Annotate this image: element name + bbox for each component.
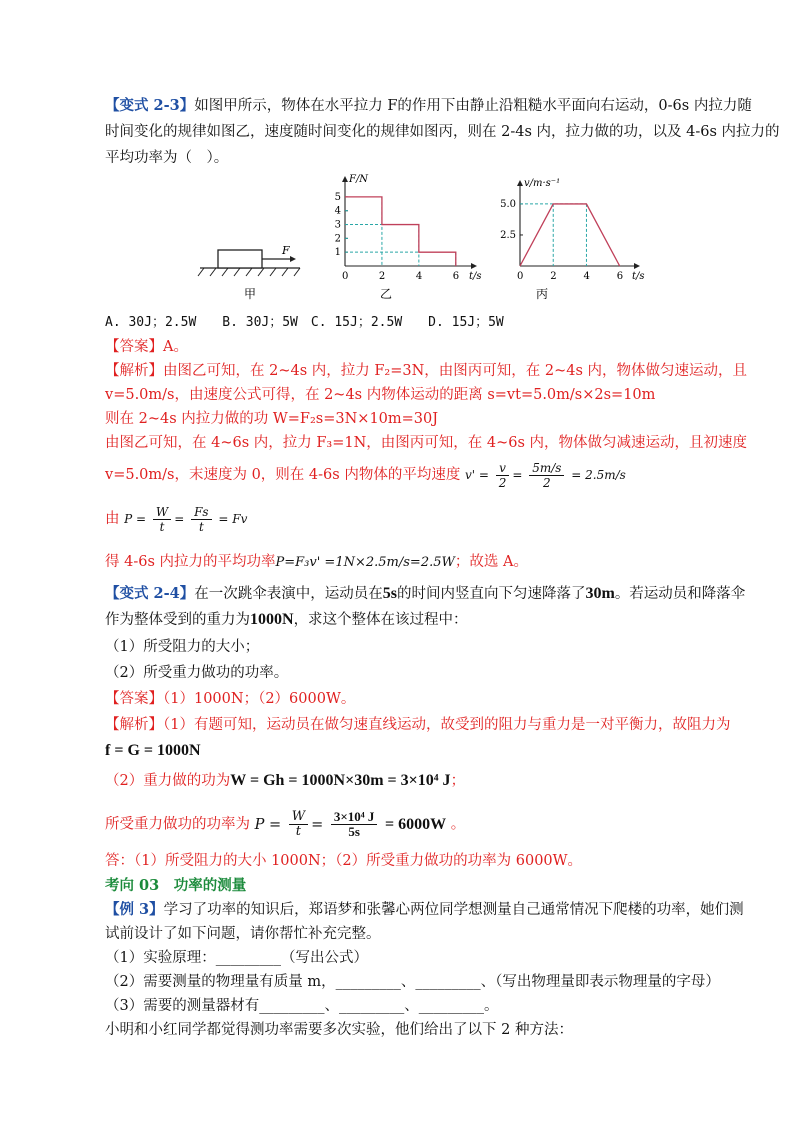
fraction-w-over-t-2 bbox=[289, 810, 308, 839]
analysis-line4: 由图乙可知，在 4~6s 内，拉力 F₃=1N，由图丙可知，在 4~6s 内，物体做匀减速运动，且初速度 bbox=[105, 435, 748, 451]
gp-result: = 6000W bbox=[385, 815, 447, 833]
frac-num: 5m/s bbox=[529, 461, 564, 476]
section-heading: 考向 03 功率的测量 bbox=[105, 877, 247, 894]
variant-2-4-tag: 【变式 2-4】 bbox=[105, 585, 195, 602]
v24-power-label: 所受重力做功的功率为 bbox=[105, 816, 250, 833]
block bbox=[218, 250, 262, 268]
fraction-fs-over-t bbox=[191, 505, 211, 534]
frac-num: 3×10⁴ J bbox=[331, 810, 378, 825]
analysis-line5 bbox=[105, 461, 626, 490]
analysis-line3: 则在 2~4s 内拉力做的功 W=F₂s=3N×10m=30J bbox=[105, 411, 439, 427]
example-3-text1: 学习了功率的知识后，郑语梦和张馨心两位同学想测量自己通常情况下爬楼的功率，她们测 bbox=[163, 902, 744, 918]
v24-analysis-line4 bbox=[105, 810, 465, 839]
v24-text2-c: ，求这个整体在该过程中： bbox=[293, 612, 468, 628]
avg-velocity-eq: v' = $\frac{v}{2}$ = $\frac{5m/s}{2}$ = 2.5m/s bbox=[464, 461, 626, 490]
frac-num: v bbox=[496, 461, 510, 476]
analysis-text1: 由图乙可知，在 2~4s 内，拉力 F₂=3N，由图丙可知，在 2~4s 内，物体做匀速运动，且 bbox=[163, 363, 748, 379]
variant-2-4-line1 bbox=[105, 584, 745, 604]
y-axis-arrow bbox=[342, 176, 348, 182]
fraction-v-over-2 bbox=[496, 461, 510, 490]
figure-jia bbox=[198, 244, 300, 301]
example-3-tag: 【例 3】 bbox=[105, 901, 164, 918]
variant-2-3-line3: 平均功率为（ ）。 bbox=[105, 150, 229, 166]
figure-svg bbox=[190, 174, 645, 305]
example-3-q2: （2）需要测量的物理量有质量 m，_________、_________、（写出物理量即表示物理量的字母） bbox=[105, 974, 720, 990]
v24-text-a: 在一次跳伞表演中，运动员在 bbox=[194, 586, 383, 602]
frac-den: t bbox=[198, 520, 204, 534]
avg-velocity-result: = 2.5m/s bbox=[571, 468, 626, 482]
answer-value: A。 bbox=[163, 339, 188, 355]
fraction-5ms-over-2 bbox=[529, 461, 564, 490]
avg-power-eq: P=F₃v' =1N×2.5m/s=2.5W bbox=[275, 555, 455, 570]
gravity-power-eq: P = $\frac{W}{t}$ = $\frac{\text{3×10⁴ J}}{5s}$ = 6000W bbox=[254, 809, 447, 839]
v24-analysis-text1: （1）有题可知，运动员在做匀速直线运动，故受到的阻力与重力是一对平衡力，故阻力为 bbox=[163, 717, 731, 733]
variant-2-3-tag: 【变式 2-3】 bbox=[105, 97, 195, 114]
x-tick-label: 4 bbox=[415, 271, 423, 282]
analysis-label: 【解析】 bbox=[105, 363, 163, 379]
x-axis-arrow bbox=[634, 263, 640, 269]
variant-2-3-line1 bbox=[105, 96, 752, 116]
figure-group bbox=[190, 174, 645, 305]
example-3-line3: 小明和小红同学都觉得测功率需要多次实验，他们给出了以下 2 种方法： bbox=[105, 1022, 573, 1038]
power-rhs: = Fv bbox=[218, 512, 248, 526]
y-tick-label: 1 bbox=[334, 247, 341, 259]
power-lhs: P = bbox=[124, 512, 147, 526]
answer-line bbox=[105, 337, 188, 357]
frac-den: t bbox=[159, 520, 165, 534]
x-axis-label: t/s bbox=[632, 271, 645, 282]
y-tick-label: 4 bbox=[334, 205, 341, 217]
frac-den: t bbox=[295, 824, 302, 839]
frac-den: 2 bbox=[543, 476, 551, 490]
work-eq: W = Gh = 1000N×30m = 3×10⁴ J bbox=[230, 772, 451, 789]
y-tick-label: 2.5 bbox=[500, 229, 516, 241]
x-tick-label: 0 bbox=[342, 271, 349, 282]
x-tick-label: 2 bbox=[550, 271, 557, 282]
force-label: F bbox=[282, 244, 290, 257]
bing-label: 丙 bbox=[536, 287, 549, 301]
example-3-line1 bbox=[105, 900, 744, 920]
analysis6-text: 由 bbox=[105, 511, 120, 527]
v24-conclusion: 答：（1）所受阻力的大小 1000N；（2）所受重力做功的功率为 6000W。 bbox=[105, 853, 583, 869]
force-series-line bbox=[345, 197, 456, 266]
x-tick-label: 4 bbox=[583, 271, 590, 282]
v24-text-e: 。若运动员和降落伞 bbox=[614, 586, 746, 602]
v24-power-end: 。 bbox=[450, 816, 466, 833]
analysis-line7 bbox=[105, 552, 528, 573]
v24-answer-value: （1）1000N；（2）6000W。 bbox=[163, 691, 356, 707]
chart-yi bbox=[335, 174, 482, 301]
power-formula: P = $\frac{W}{t}$ = $\frac{Fs}{t}$ = Fv bbox=[124, 505, 248, 534]
avg-velocity-lhs: v' = bbox=[464, 468, 489, 482]
v24-time: 5s bbox=[382, 585, 397, 602]
options-line: A. 30J；2.5W B. 30J；5W C. 15J；2.5W D. 15J；5W bbox=[105, 315, 504, 330]
chart-bing bbox=[500, 178, 644, 301]
x-tick-label: 0 bbox=[517, 271, 524, 282]
frac-num: Fs bbox=[191, 505, 211, 520]
v24-question1: （1）所受阻力的大小； bbox=[105, 639, 260, 655]
y-tick-label: 3 bbox=[334, 219, 341, 231]
ground-hatch bbox=[198, 268, 300, 276]
x-axis-label: t/s bbox=[469, 271, 482, 282]
variant-2-4-line2 bbox=[105, 610, 468, 630]
frac-den: 2 bbox=[498, 476, 507, 490]
analysis-line1 bbox=[105, 361, 747, 381]
v24-analysis-label: 【解析】 bbox=[105, 717, 163, 733]
v24-text2-a: 作为整体受到的重力为 bbox=[105, 612, 250, 628]
y-axis-label: F/N bbox=[349, 174, 369, 185]
y-axis-arrow bbox=[517, 180, 523, 186]
v24-answer-line bbox=[105, 689, 355, 709]
analysis-line6 bbox=[105, 505, 247, 534]
analysis5-text: v=5.0m/s，末速度为 0，则在 4-6s 内物体的平均速度 bbox=[105, 467, 461, 483]
y-tick-label: 5.0 bbox=[500, 198, 516, 210]
frac-den: 5s bbox=[348, 824, 360, 839]
x-tick-label: 6 bbox=[616, 271, 624, 282]
v24-work-label: （2）重力做的功为 bbox=[105, 773, 231, 789]
variant-2-3-text: 如图甲所示，物体在水平拉力 F的作用下由静止沿粗糙水平面向右运动，0-6s 内拉力随 bbox=[194, 98, 752, 114]
v24-work-end: ； bbox=[450, 773, 466, 789]
frac-num: W bbox=[289, 810, 308, 825]
v24-distance: 30m bbox=[585, 585, 615, 602]
v24-question2: （2）所受重力做功的功率。 bbox=[105, 665, 289, 681]
answer-label: 【答案】 bbox=[105, 339, 163, 355]
x-axis-arrow bbox=[471, 263, 477, 269]
fraction-work-over-time bbox=[331, 810, 378, 839]
analysis7-text: 得 4-6s 内拉力的平均功率 bbox=[105, 554, 276, 570]
v24-text-c: 的时间内竖直向下匀速降落了 bbox=[396, 586, 586, 602]
v24-analysis-line2 bbox=[105, 741, 201, 761]
yi-label: 乙 bbox=[380, 287, 393, 301]
analysis-line2: v=5.0m/s，由速度公式可得，在 2~4s 内物体运动的距离 s=vt=5.0m/s×2s=10m bbox=[105, 387, 656, 403]
v24-analysis-line3 bbox=[105, 771, 465, 791]
example-3-line2: 试前设计了如下问题，请你帮忙补充完整。 bbox=[105, 926, 381, 942]
v24-weight: 1000N bbox=[250, 611, 294, 628]
jia-label: 甲 bbox=[244, 287, 257, 301]
fraction-w-over-t bbox=[153, 505, 171, 534]
y-tick-label: 5 bbox=[334, 191, 341, 203]
v24-analysis-line1 bbox=[105, 715, 730, 735]
analysis7-end: ；故选 A。 bbox=[454, 554, 528, 570]
friction-eq: f = G = 1000N bbox=[105, 742, 201, 759]
gp-lhs: P = bbox=[254, 816, 282, 833]
y-axis-label: v/m·s⁻¹ bbox=[524, 178, 561, 189]
example-3-q3: （3）需要的测量器材有_________、_________、_________。 bbox=[105, 998, 499, 1014]
v24-answer-label: 【答案】 bbox=[105, 691, 163, 707]
x-tick-label: 2 bbox=[378, 271, 386, 282]
force-arrow-head bbox=[290, 256, 296, 262]
velocity-series-line bbox=[520, 204, 620, 266]
x-tick-label: 6 bbox=[452, 271, 460, 282]
frac-num: W bbox=[153, 505, 171, 520]
y-tick-label: 2 bbox=[334, 233, 341, 245]
example-3-q1: （1）实验原理：_________（写出公式） bbox=[105, 950, 368, 966]
variant-2-3-line2: 时间变化的规律如图乙，速度随时间变化的规律如图丙，则在 2-4s 内，拉力做的功，以及 4-6s 内拉力的 bbox=[105, 124, 780, 140]
